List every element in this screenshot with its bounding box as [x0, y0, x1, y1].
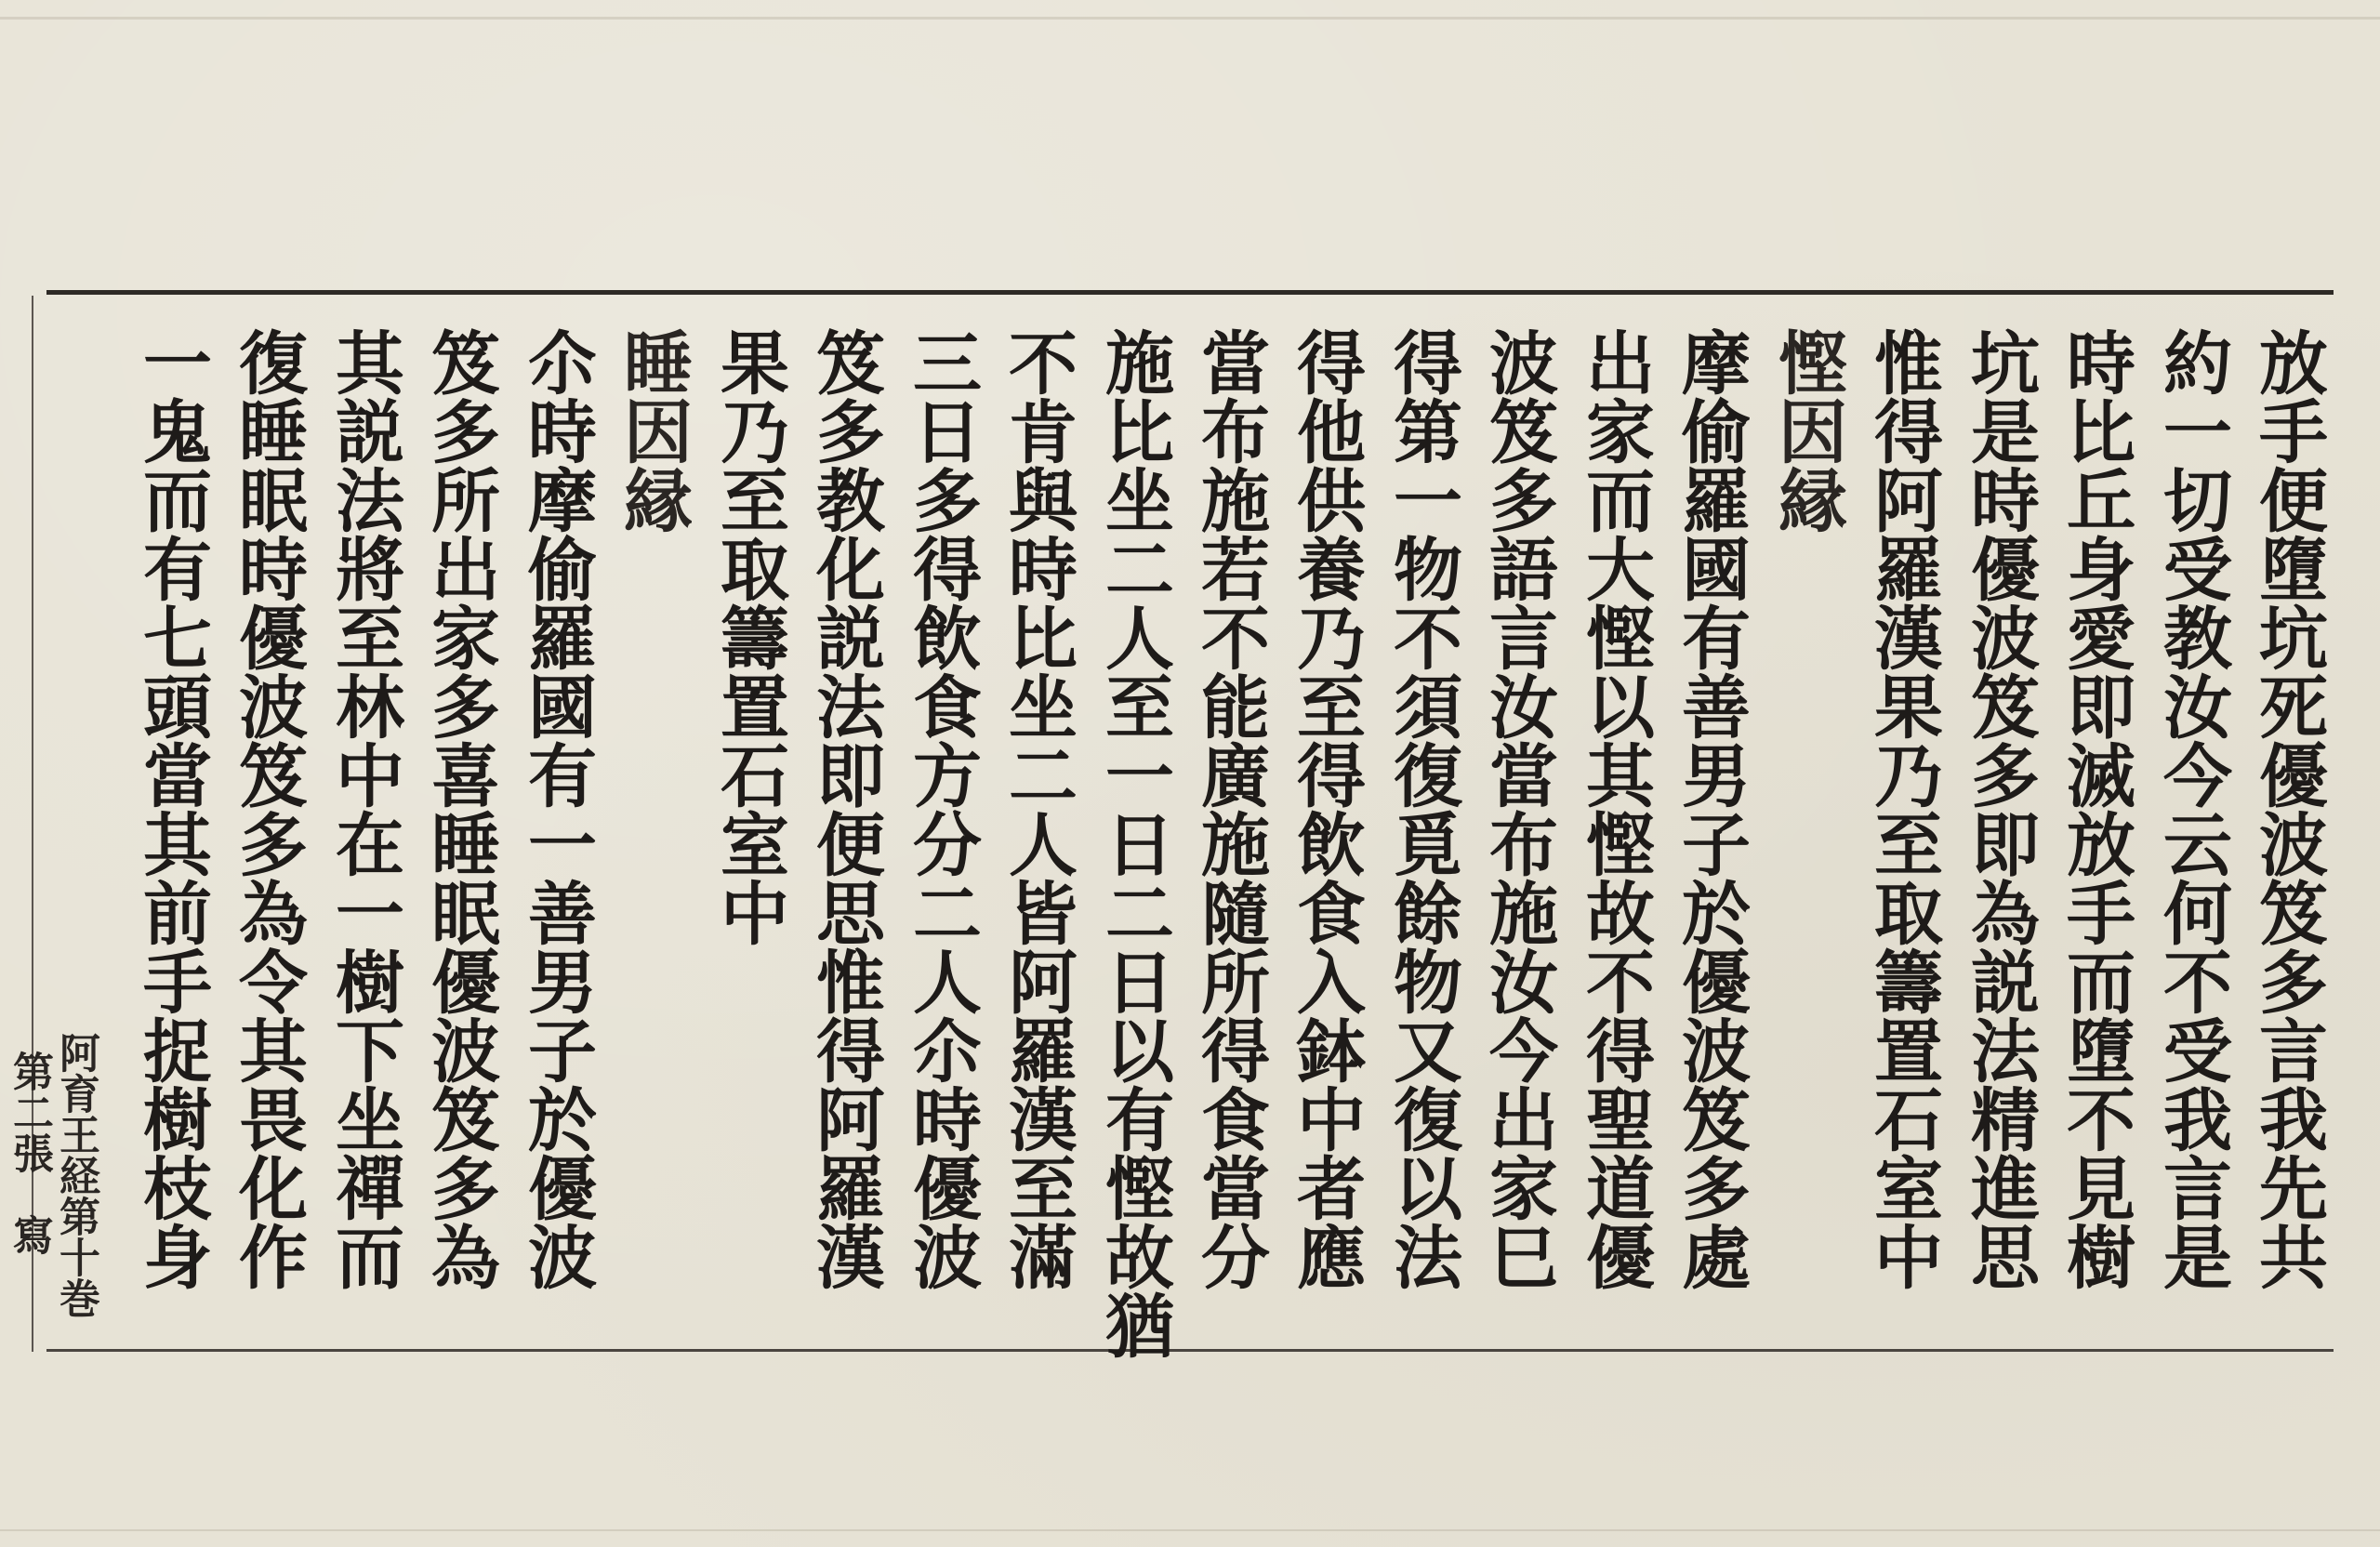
- text-column-8: 出家而大慳以其慳故不得聖道優: [1575, 327, 1655, 1290]
- page-fold-bottom: [0, 1529, 2380, 1531]
- text-column-16: 笈多教化説法即便思惟得阿羅漢: [805, 327, 885, 1290]
- text-column-23: 一鬼而有七頭當其前手捉樹枝身: [132, 327, 212, 1290]
- text-column-9: 波笈多語言汝當布施汝今出家巳: [1478, 327, 1558, 1290]
- text-column-19: 尒時摩偷羅國有一善男子於優波: [517, 327, 597, 1290]
- page-fold-top: [0, 17, 2380, 20]
- text-column-1: 放手便墮坑死優波笈多言我先共: [2248, 327, 2328, 1290]
- text-column-7: 摩偷羅國有善男子於優波笈多處: [1671, 327, 1751, 1290]
- text-column-12: 當布施若不能廣施隨所得食當分: [1190, 327, 1270, 1290]
- text-column-20: 笈多所出家多喜睡眠優波笈多為: [420, 327, 500, 1290]
- text-column-3: 時比丘身愛即滅放手而墮不見樹: [2056, 327, 2135, 1290]
- text-column-4: 坑是時優波笈多即為説法精進思: [1960, 327, 2040, 1290]
- text-column-2: 約一切受教汝今云何不受我言是: [2152, 327, 2232, 1290]
- footer-title: 阿育王経第十巻: [52, 1032, 99, 1318]
- section-heading-greed: 慳因縁: [1767, 327, 1847, 534]
- text-column-17: 果乃至取籌置石室中: [709, 327, 789, 946]
- text-column-10: 得第一物不須復覓餘物又復以法: [1382, 327, 1462, 1290]
- text-column-11: 得他供養乃至得飲食入鉢中者應: [1286, 327, 1366, 1290]
- text-column-15: 三日多得飲食方分二人尒時優波: [902, 327, 982, 1290]
- text-column-13: 施比坐二人至一日二日以有慳故猶: [1094, 327, 1174, 1359]
- text-column-14: 不肯與時比坐二人皆阿羅漢至滿: [998, 327, 1078, 1290]
- text-column-21: 其説法將至林中在一樹下坐禪而: [324, 327, 404, 1290]
- footer-leaf-number: 第二張 寫: [6, 1051, 53, 1255]
- text-column-5: 惟得阿羅漢果乃至取籌置石室中: [1863, 327, 1943, 1290]
- section-heading-sleep: 睡因縁: [613, 327, 693, 534]
- text-column-22: 復睡眠時優波笈多為令其畏化作: [228, 327, 308, 1290]
